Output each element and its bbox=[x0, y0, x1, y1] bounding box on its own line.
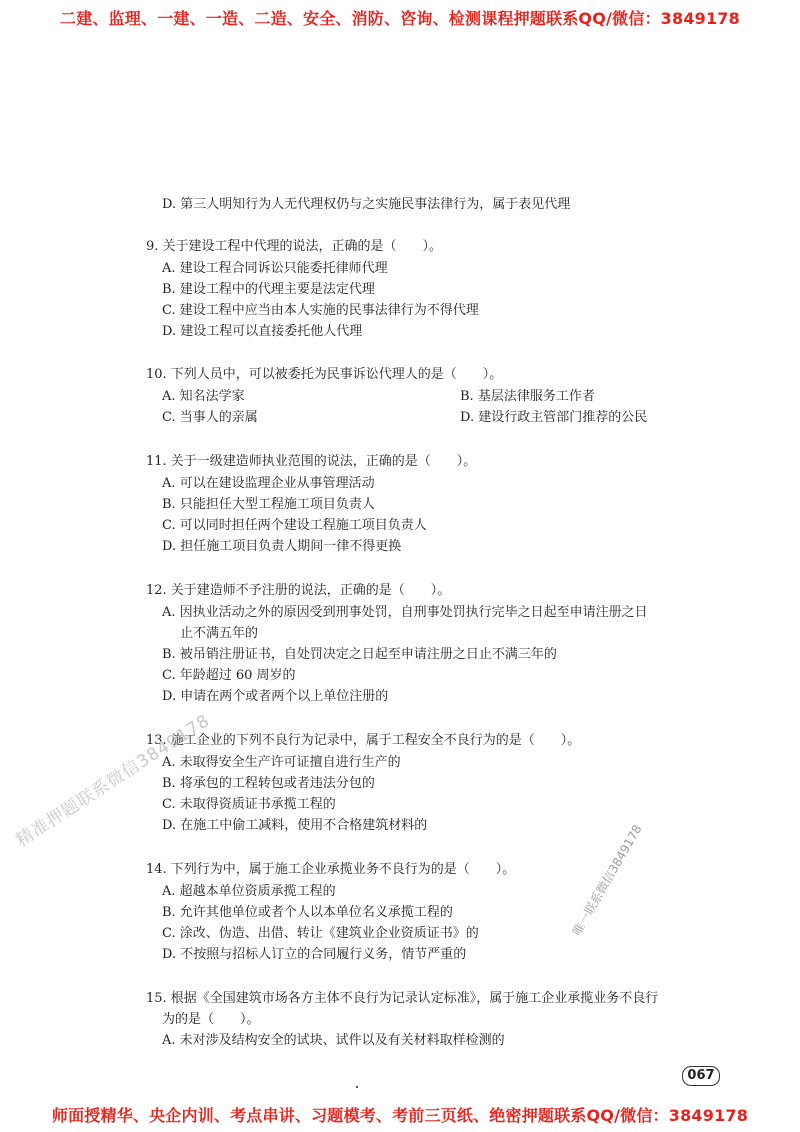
watermark-right: 唯一联系微信3849178 bbox=[569, 822, 645, 938]
option-line: D. 第三人明知行为人无代理权仍与之实施民事法律行为，属于表见代理 bbox=[162, 197, 571, 212]
option-line: A. 未取得安全生产许可证擅自进行生产的 bbox=[162, 755, 401, 770]
print-dot bbox=[356, 1086, 358, 1088]
option-continuation: 止不满五年的 bbox=[180, 626, 259, 641]
top-banner: 二建、监理、一建、一造、二造、安全、消防、咨询、检测课程押题联系QQ/微信：3849178 bbox=[60, 9, 740, 28]
option-line: B. 允许其他单位或者个人以本单位名义承揽工程的 bbox=[162, 905, 453, 920]
option-line: D. 在施工中偷工减料，使用不合格建筑材料的 bbox=[162, 818, 428, 833]
option-line: C. 可以同时担任两个建设工程施工项目负责人 bbox=[162, 518, 427, 533]
question-11-stem: 11. 关于一级建造师执业范围的说法，正确的是（ ）。 bbox=[146, 454, 477, 469]
option-line: D. 建设工程可以直接委托他人代理 bbox=[162, 324, 363, 339]
question-9-stem: 9. 关于建设工程中代理的说法，正确的是（ ）。 bbox=[146, 239, 443, 254]
option-line: D. 建设行政主管部门推荐的公民 bbox=[460, 410, 648, 425]
question-10-stem: 10. 下列人员中，可以被委托为民事诉讼代理人的是（ ）。 bbox=[146, 367, 503, 382]
option-line: D. 担任施工项目负责人期间一律不得更换 bbox=[162, 539, 402, 554]
watermark-left: 精准押题联系微信3849178 bbox=[12, 710, 214, 851]
option-line: A. 知名法学家 bbox=[162, 389, 245, 404]
question-13-stem: 13. 施工企业的下列不良行为记录中，属于工程安全不良行为的是（ ）。 bbox=[146, 733, 581, 748]
option-line: D. 不按照与招标人订立的合同履行义务，情节严重的 bbox=[162, 947, 467, 962]
option-line: C. 年龄超过 60 周岁的 bbox=[162, 668, 296, 683]
option-line: C. 当事人的亲属 bbox=[162, 410, 258, 425]
option-line: C. 涂改、伪造、出借、转让《建筑业企业资质证书》的 bbox=[162, 926, 479, 941]
option-line: A. 因执业活动之外的原因受到刑事处罚，自刑事处罚执行完毕之日起至申请注册之日 bbox=[162, 605, 648, 620]
option-line: A. 可以在建设监理企业从事管理活动 bbox=[162, 476, 375, 491]
option-line: C. 未取得资质证书承揽工程的 bbox=[162, 797, 336, 812]
option-line: B. 建设工程中的代理主要是法定代理 bbox=[162, 282, 375, 297]
question-12-stem: 12. 关于建造师不予注册的说法，正确的是（ ）。 bbox=[146, 583, 451, 598]
option-line: B. 将承包的工程转包或者违法分包的 bbox=[162, 776, 375, 791]
option-line: C. 建设工程中应当由本人实施的民事法律行为不得代理 bbox=[162, 303, 479, 318]
option-line: A. 超越本单位资质承揽工程的 bbox=[162, 884, 336, 899]
question-15-stem-continuation: 为的是（ ）。 bbox=[162, 1012, 260, 1027]
option-line: D. 申请在两个或者两个以上单位注册的 bbox=[162, 689, 389, 704]
option-line: A. 未对涉及结构安全的试块、试件以及有关材料取样检测的 bbox=[162, 1033, 505, 1048]
page-number: 067 bbox=[682, 1066, 720, 1086]
option-line: B. 基层法律服务工作者 bbox=[460, 389, 595, 404]
option-line: B. 只能担任大型工程施工项目负责人 bbox=[162, 497, 375, 512]
option-line: B. 被吊销注册证书，自处罚决定之日起至申请注册之日止不满三年的 bbox=[162, 647, 557, 662]
bottom-banner: 师面授精华、央企内训、考点串讲、习题模考、考前三页纸、绝密押题联系QQ/微信：3849178 bbox=[51, 1106, 749, 1125]
question-15-stem: 15. 根据《全国建筑市场各方主体不良行为记录认定标准》，属于施工企业承揽业务不良行 bbox=[146, 991, 659, 1006]
question-14-stem: 14. 下列行为中，属于施工企业承揽业务不良行为的是（ ）。 bbox=[146, 862, 516, 877]
option-line: A. 建设工程合同诉讼只能委托律师代理 bbox=[162, 261, 388, 276]
